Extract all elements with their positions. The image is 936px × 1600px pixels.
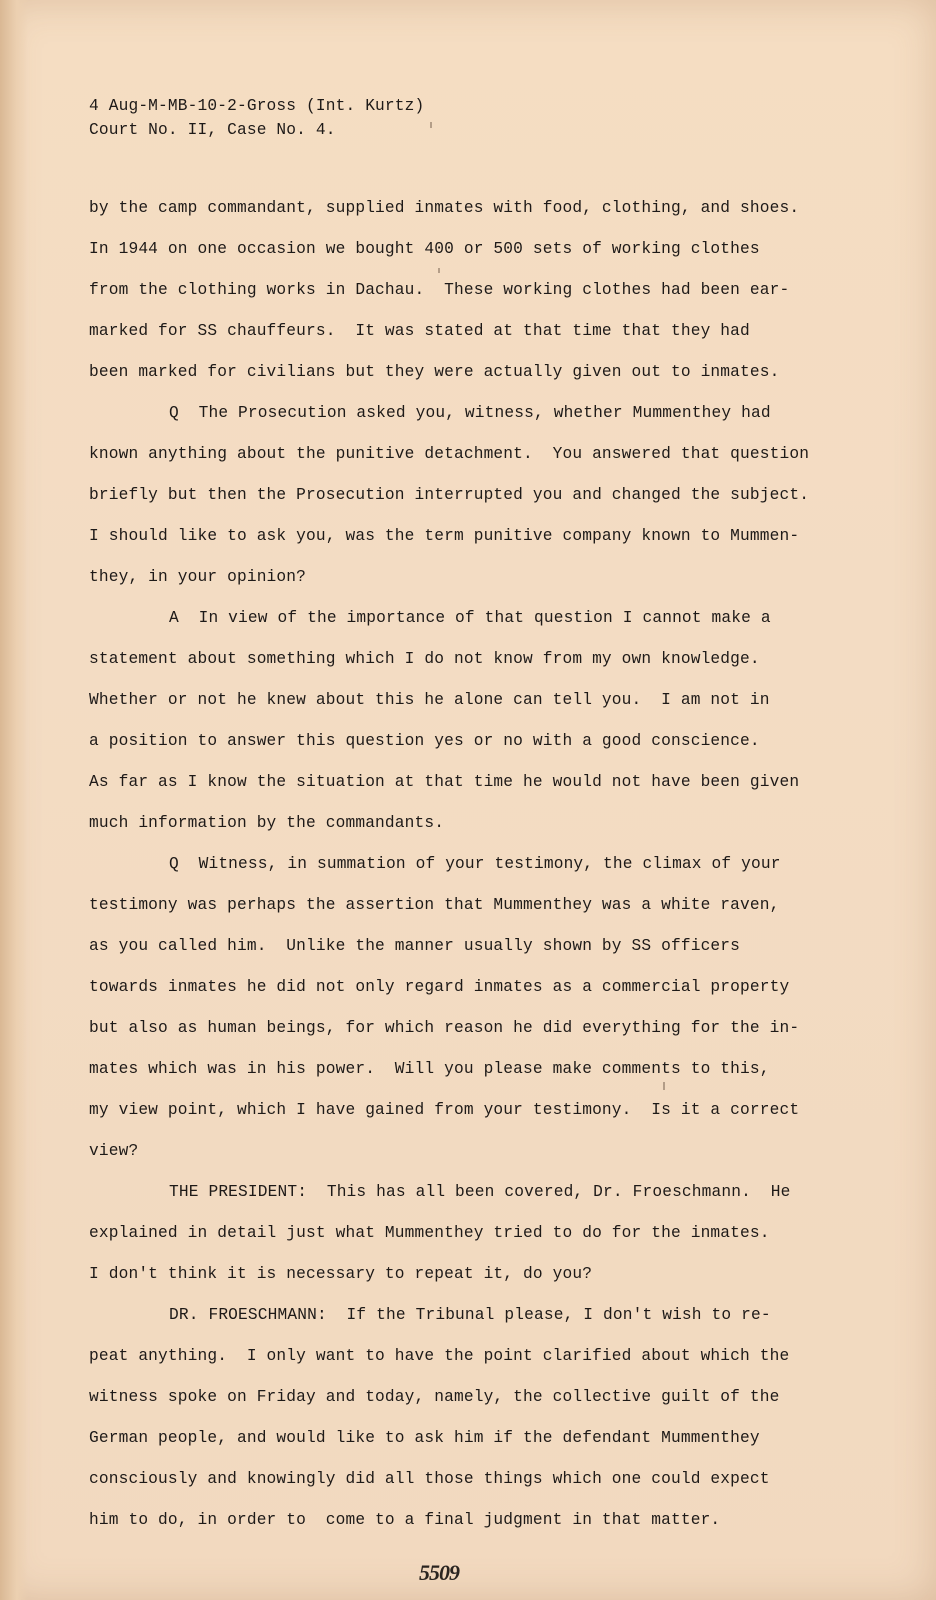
- transcript-line: peat anything. I only want to have the point clarified about which the: [89, 1347, 790, 1365]
- transcript-line: I should like to ask you, was the term punitive company known to Mummen-: [89, 527, 800, 545]
- transcript-line: THE PRESIDENT: This has all been covered, Dr. Froeschmann. He: [169, 1183, 791, 1201]
- transcript-line: been marked for civilians but they were actually given out to inmates.: [89, 363, 780, 381]
- transcript-line: by the camp commandant, supplied inmates with food, clothing, and shoes.: [89, 199, 800, 217]
- transcript-line: towards inmates he did not only regard inmates as a commercial property: [89, 978, 790, 996]
- transcript-line: mates which was in his power. Will you please make comments to this,: [89, 1060, 770, 1078]
- transcript-line: much information by the commandants.: [89, 814, 445, 832]
- document-header: [89, 94, 424, 142]
- transcript-line: explained in detail just what Mummenthey tried to do for the inmates.: [89, 1224, 770, 1242]
- transcript-line: a position to answer this question yes or no with a good conscience.: [89, 732, 760, 750]
- transcript-line: testimony was perhaps the assertion that Mummenthey was a white raven,: [89, 896, 780, 914]
- page-number: 5509: [419, 1560, 459, 1585]
- header-court-case: Court No. II, Case No. 4.: [89, 121, 336, 139]
- transcript-line: view?: [89, 1142, 139, 1160]
- transcript-line: marked for SS chauffeurs. It was stated at that time that they had: [89, 322, 750, 340]
- transcript-line: As far as I know the situation at that time he would not have been given: [89, 773, 800, 791]
- transcript-line: witness spoke on Friday and today, namely, the collective guilt of the: [89, 1388, 780, 1406]
- paper-speck: [663, 1082, 665, 1090]
- transcript-body: [89, 196, 849, 1549]
- transcript-line: Whether or not he knew about this he alone can tell you. I am not in: [89, 691, 770, 709]
- transcript-line: Q Witness, in summation of your testimony, the climax of your: [169, 855, 781, 873]
- transcript-line: statement about something which I do not know from my own knowledge.: [89, 650, 760, 668]
- transcript-line: known anything about the punitive detachment. You answered that question: [89, 445, 810, 463]
- transcript-line: A In view of the importance of that question I cannot make a: [169, 609, 771, 627]
- transcript-line: from the clothing works in Dachau. These working clothes had been ear-: [89, 281, 790, 299]
- header-session-id: 4 Aug-M-MB-10-2-Gross (Int. Kurtz): [89, 97, 425, 115]
- page-edge-shadow: [0, 0, 28, 1600]
- transcript-line: my view point, which I have gained from your testimony. Is it a correct: [89, 1101, 800, 1119]
- transcript-line: as you called him. Unlike the manner usually shown by SS officers: [89, 937, 741, 955]
- transcript-line: but also as human beings, for which reason he did everything for the in-: [89, 1019, 800, 1037]
- transcript-line: Q The Prosecution asked you, witness, whether Mummenthey had: [169, 404, 771, 422]
- transcript-line: DR. FROESCHMANN: If the Tribunal please, I don't wish to re-: [169, 1306, 771, 1324]
- transcript-line: German people, and would like to ask him if the defendant Mummenthey: [89, 1429, 760, 1447]
- transcript-line: In 1944 on one occasion we bought 400 or 500 sets of working clothes: [89, 240, 760, 258]
- transcript-line: I don't think it is necessary to repeat it, do you?: [89, 1265, 593, 1283]
- transcript-line: him to do, in order to come to a final judgment in that matter.: [89, 1511, 721, 1529]
- transcript-line: consciously and knowingly did all those things which one could expect: [89, 1470, 770, 1488]
- transcript-line: they, in your opinion?: [89, 568, 307, 586]
- paper-speck: [430, 122, 432, 128]
- transcript-line: briefly but then the Prosecution interrupted you and changed the subject.: [89, 486, 810, 504]
- paper-speck: [438, 268, 440, 273]
